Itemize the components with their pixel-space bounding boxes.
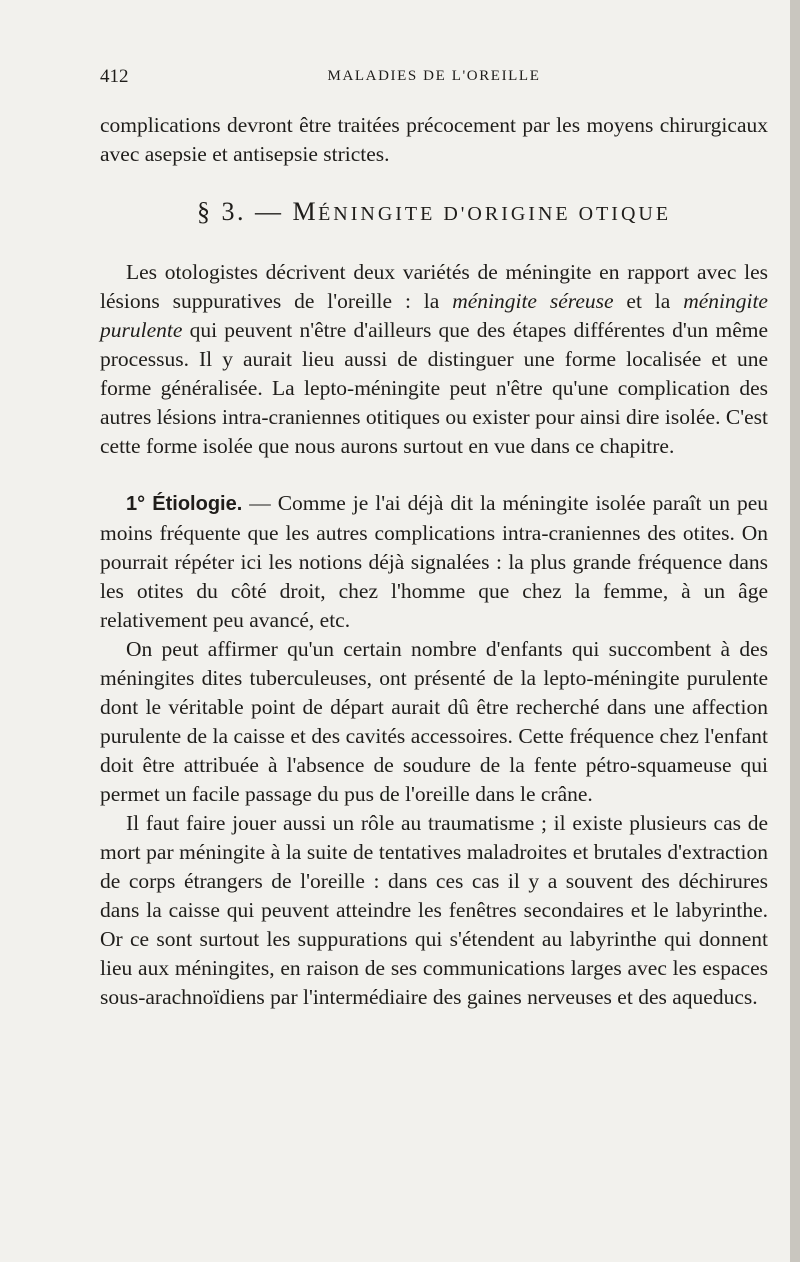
etiologie-heading: 1° Étiologie.: [126, 493, 243, 515]
section-heading: [100, 197, 768, 227]
section-number: § 3. —: [196, 197, 284, 226]
paragraph-children: On peut affirmer qu'un certain nombre d'enfants qui succombent à des méningites dites tuberculeuses, ont présenté de la lepto-méningite purulente dont le véritable point de départ aurait dû être recherché dans une affection purulente de la caisse et des cavités accessoires. Cette fréquence chez l'enfant doit être attribuée à l'absence de soudure de la fente pétro-squameuse qui permet un facile passage du pus de l'oreille dans le crâne.: [100, 637, 768, 806]
paragraph-etiologie: [100, 489, 768, 635]
intro-block: [100, 111, 768, 169]
page-edge: [790, 0, 800, 1262]
term-meningite-purulente: méningite purulente: [100, 289, 768, 342]
page-header: [100, 66, 768, 90]
section-title-cap: M: [292, 197, 319, 226]
page-number: 412: [100, 66, 129, 87]
paragraph-varieties: [100, 258, 768, 461]
etiologie-text: — Comme je l'ai déjà dit la méningite isolée paraît un peu moins fréquente que les autres complications intra-craniennes des otites. On pourrait répéter ici les notions déjà signalées : la plus grande fréquence dans les otites du côté droit, chez l'homme que chez la femme, à un âge relativement peu avancé, etc.: [100, 491, 768, 632]
para1-text-e: qui peuvent n'être d'ailleurs que des étapes différentes d'un même processus. Il y aurait lieu aussi de distinguer une forme localisée et une forme généralisée. La lepto-méningite peut n'être qu'une complication des autres lésions intra-craniennes otitiques ou exister pour ainsi dire isolée. C'est cette forme isolée que nous aurons surtout en vue dans ce chapitre.: [100, 318, 768, 458]
paragraph-trauma: Il faut faire jouer aussi un rôle au traumatisme ; il existe plusieurs cas de mort par méningite à la suite de tentatives maladroites et brutales d'extraction de corps étrangers de l'oreille : dans ces cas il y a souvent des déchirures dans la caisse qui peuvent atteindre les fenêtres secondaires et le labyrinthe. Or ce sont surtout les suppurations qui s'étendent au labyrinthe qui donnent lieu aux méningites, en raison de ses communications larges avec les espaces sous-arachnoïdiens par l'intermédiaire des gaines nerveuses et des aqueducs.: [100, 811, 768, 1009]
para1-text-a: Les otologistes décrivent deux variétés de méningite en rapport avec les lésions suppuratives de l'oreille : la: [100, 260, 768, 313]
section-title-rest: ÉNINGITE D'ORIGINE OTIQUE: [318, 203, 672, 225]
body-text: [100, 258, 768, 1012]
running-title: MALADIES DE L'OREILLE: [327, 68, 541, 84]
term-meningite-sereuse: méningite séreuse: [452, 289, 614, 313]
para1-text-c: et la: [613, 289, 684, 313]
intro-paragraph: complications devront être traitées précocement par les moyens chirurgicaux avec asepsie et antisepsie strictes.: [100, 113, 768, 166]
